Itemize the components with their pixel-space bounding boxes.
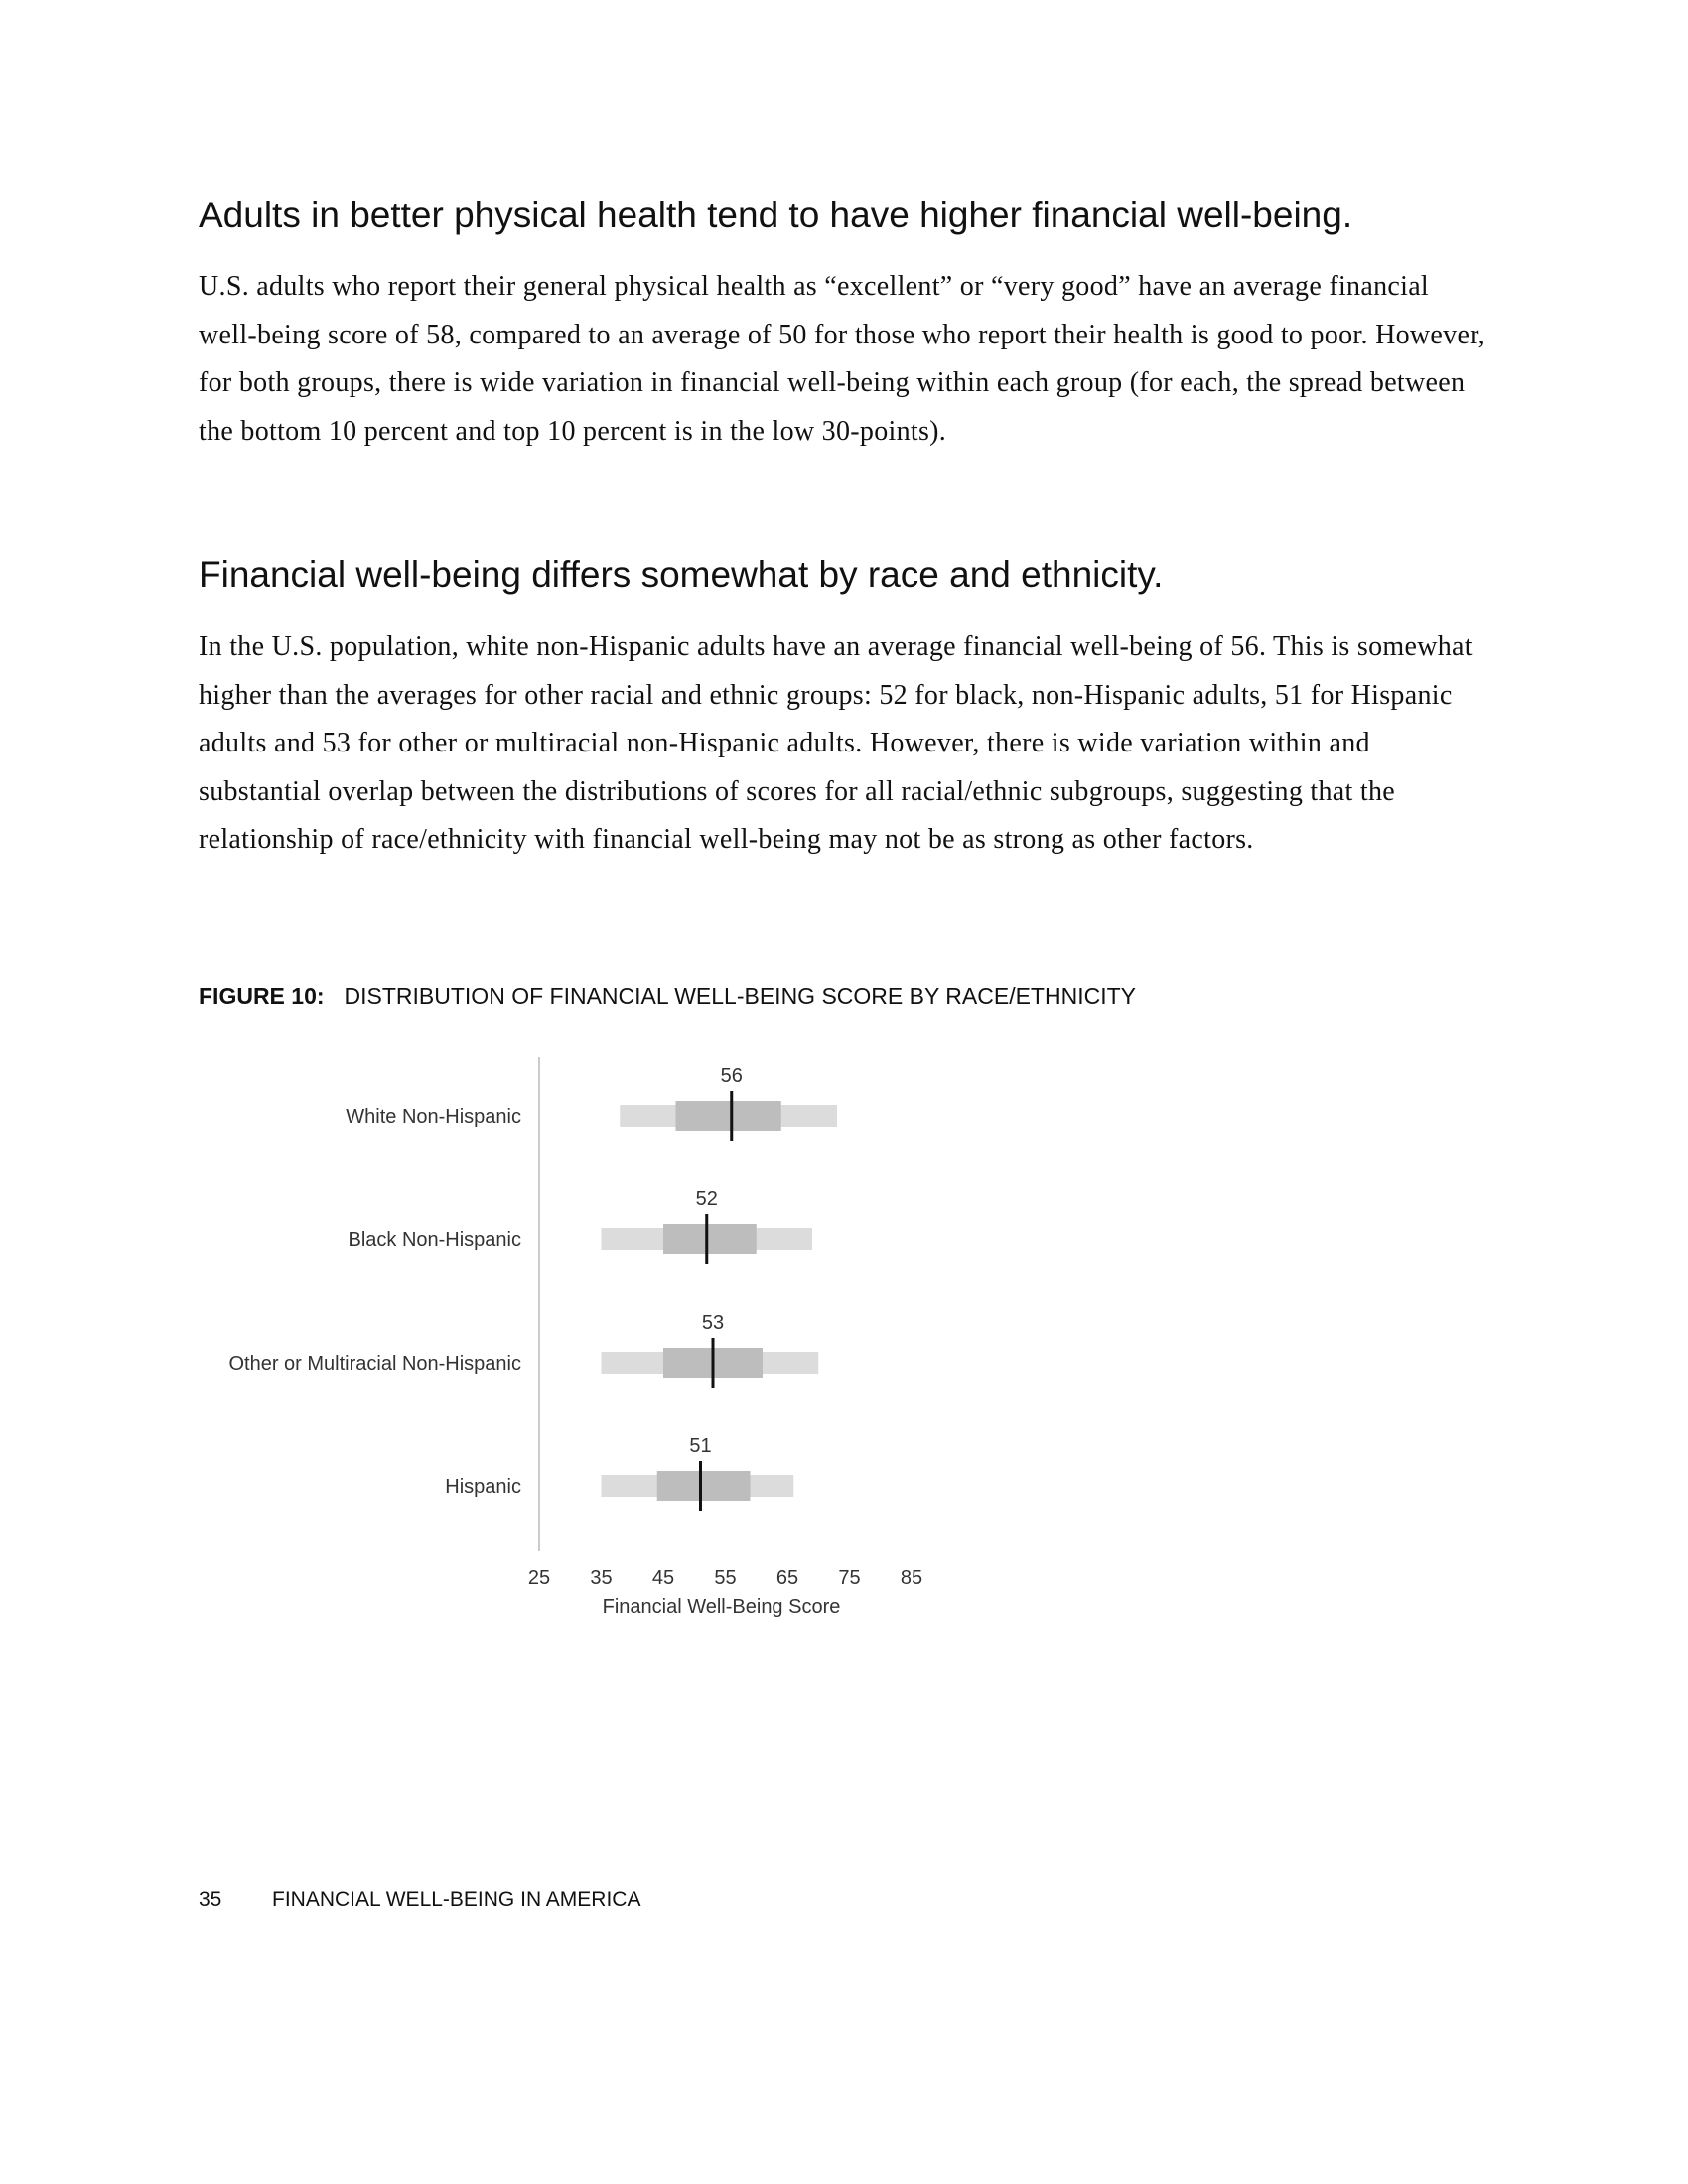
range-bar-p25-p75 [657, 1471, 751, 1501]
x-tick-label: 25 [527, 1568, 551, 1589]
category-label: Black Non-Hispanic [348, 1229, 521, 1251]
x-tick-label: 35 [590, 1568, 613, 1589]
section1-paragraph: U.S. adults who report their general physical health as “excellent” or “very good” have an average financial well-being score of 58, compared to an average of 50 for those who report their health is good to poor. However, for both groups, there is wide variation in financial well-being within each group (for each, the spread between the bottom 10 percent and top 10 percent is in the low 30-points). [199, 271, 1485, 447]
category-label: White Non-Hispanic [346, 1106, 521, 1128]
figure-title: DISTRIBUTION OF FINANCIAL WELL-BEING SCORE BY RACE/ETHNICITY [344, 983, 1136, 1009]
page-footer [199, 1888, 640, 1912]
footer-doc-title: FINANCIAL WELL-BEING IN AMERICA [272, 1888, 641, 1911]
x-tick-label: 85 [900, 1568, 923, 1589]
mean-value-label: 52 [695, 1188, 718, 1210]
x-axis-title: Financial Well-Being Score [602, 1596, 841, 1618]
category-label: Other or Multiracial Non-Hispanic [228, 1353, 521, 1375]
page-number: 35 [199, 1888, 222, 1911]
mean-value-label: 56 [720, 1065, 743, 1087]
x-tick-label: 55 [714, 1568, 737, 1589]
figure-number: FIGURE 10: [199, 983, 325, 1009]
section1-heading: Adults in better physical health tend to have higher financial well-being. [199, 195, 1353, 235]
section2-paragraph: In the U.S. population, white non-Hispanic adults have an average financial well-being of 56. This is somewhat higher than the averages for other racial and ethnic groups: 52 for black, non-Hispanic adults, 51 for Hispanic adults and 53 for other or multiracial non-Hispanic adults. However, there is wide variation within and substantial overlap between the distributions of scores for all racial/ethnic subgroups, suggesting that the relationship of race/ethnicity with financial well-being may not be as strong as other factors. [199, 631, 1473, 855]
range-bar-p25-p75 [676, 1101, 781, 1131]
category-label: Hispanic [445, 1476, 521, 1498]
x-tick-label: 75 [838, 1568, 861, 1589]
x-tick-label: 45 [651, 1568, 675, 1589]
mean-value-label: 53 [701, 1312, 725, 1334]
section2-heading: Financial well-being differs somewhat by race and ethnicity. [199, 554, 1164, 595]
range-bar-p25-p75 [663, 1224, 757, 1254]
x-tick-label: 65 [775, 1568, 799, 1589]
mean-value-label: 51 [689, 1435, 712, 1457]
